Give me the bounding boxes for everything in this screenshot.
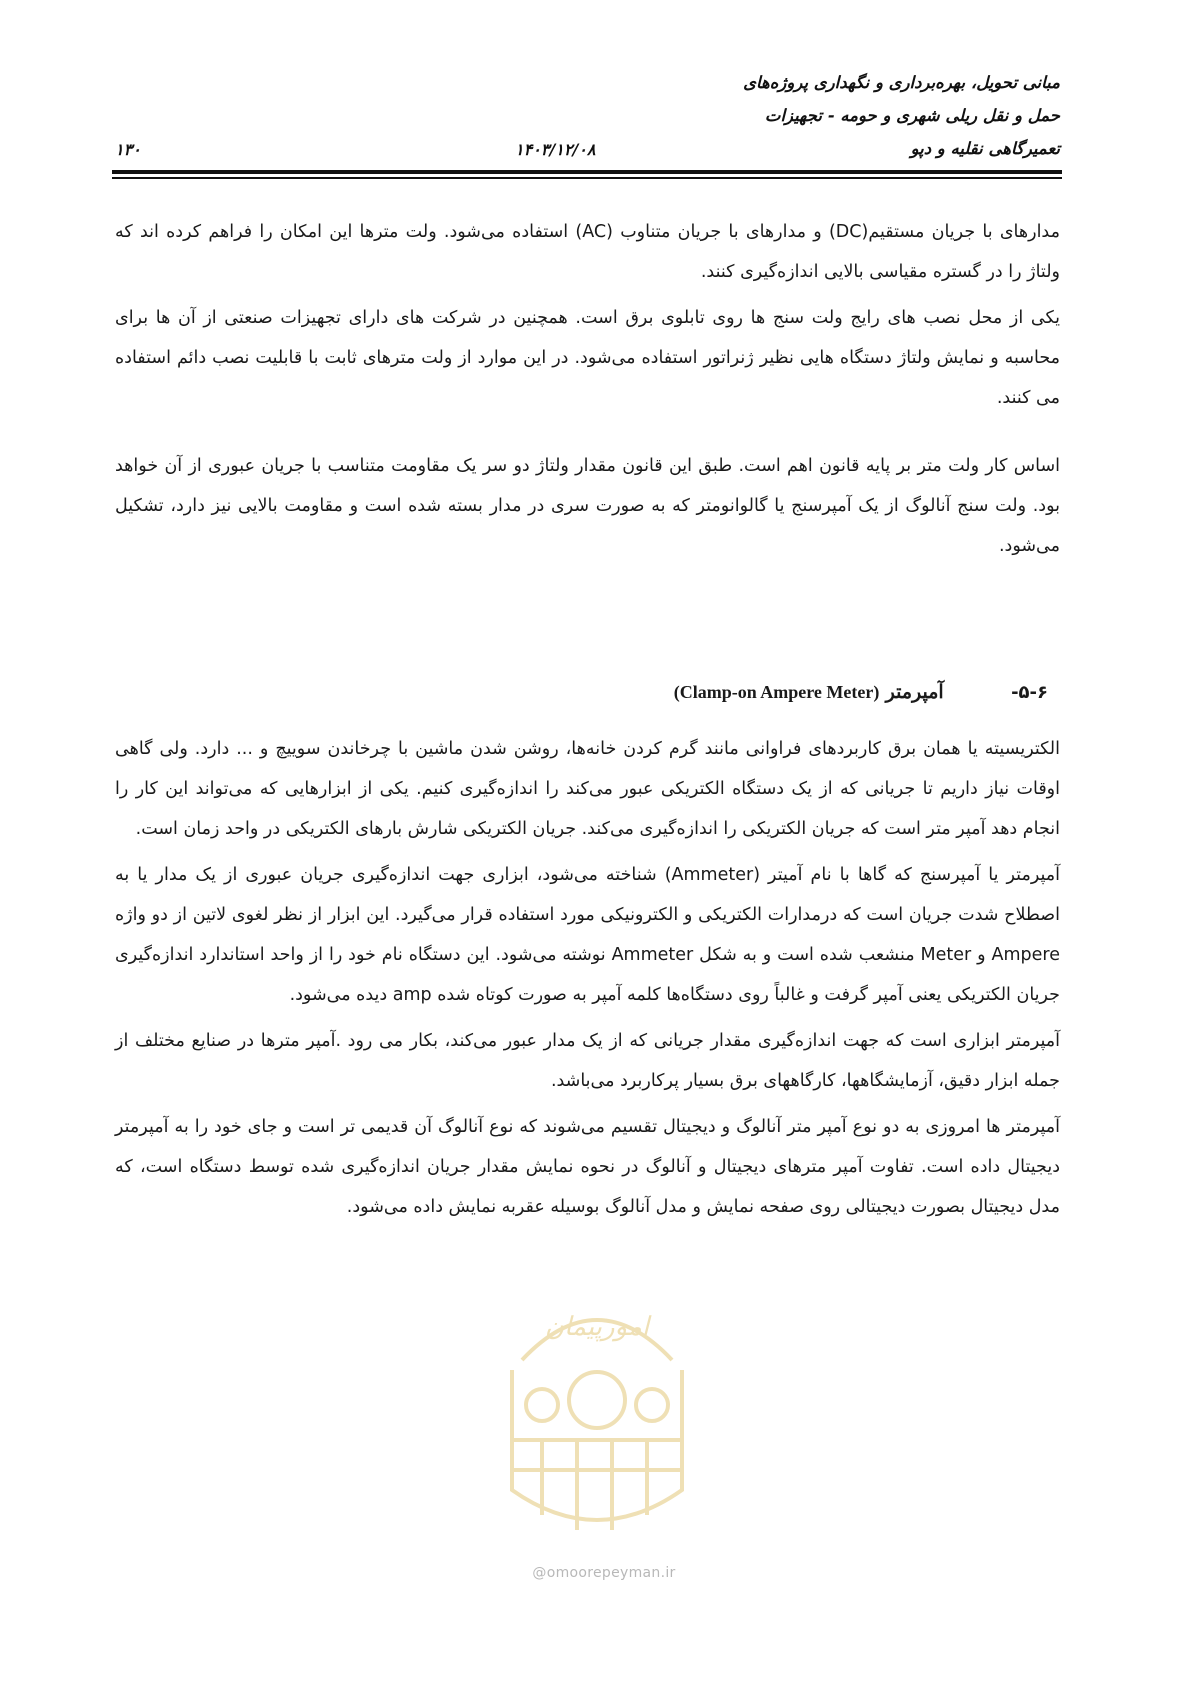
watermark-seal	[482, 1290, 712, 1550]
paragraph-section-3: آمپرمتر ابزاری است که جهت اندازه‌گیری مقدار جریانی که از یک مدار عبور می‌کند، بکار می رود .آمپر مترها در صنایع مختلف از جمله ابزار دقیق، آزمایشگاهها، کارگاههای برق بسیار پرکاربرد می‌باشد.	[115, 1031, 1060, 1091]
header-rule-thin	[112, 177, 1062, 179]
paragraph-section-4: آمپرمتر ها امروزی به دو نوع آمپر متر آنالوگ و دیجیتال تقسیم می‌شوند که نوع آنالوگ آن قدیمی تر است و جای خود را به آمپرمتر دیجیتال داده است. تفاوت آمپر مترهای دیجیتال و آنالوگ در نحوه نمایش مقدار جریان اندازه‌گیری شده توسط دستگاه است، که مدل دیجیتال بصورت دیجیتالی روی صفحه نمایش و مدل آنالوگ بوسیله عقربه نمایش داده می‌شود.	[115, 1117, 1060, 1217]
page-body	[115, 212, 1060, 1233]
header-date: ۱۴۰۳/۱۲/۰۸	[515, 140, 596, 159]
paragraph-intro-2: یکی از محل نصب های رایج ولت سنج ها روی تابلوی برق است. همچنین در شرکت های دارای تجهیزات صنعتی از آن ها برای محاسبه و نمایش ولتاژ دستگاه هایی نظیر ژنراتور استفاده می‌شود. در این موارد از ولت مترهای ثابت با قابلیت نصب دائم استفاده می کنند.	[115, 308, 1060, 408]
watermark-seal-text: امورپیمان	[544, 1312, 650, 1342]
section-heading	[115, 672, 1060, 713]
page-number: ۱۳۰	[115, 140, 141, 159]
spacer	[115, 424, 1060, 446]
paragraph-intro-3: اساس کار ولت متر بر پایه قانون اهم است. طبق این قانون مقدار ولتاژ دو سر یک مقاومت متناسب با جریان عبوری از آن خواهد بود. ولت سنج آنالوگ از یک آمپرسنج یا گالوانومتر که به صورت سری در مدار بسته شده است و مقاومت بالایی نیز دارد، تشکیل می‌شود.	[115, 456, 1060, 556]
spacer	[115, 572, 1060, 672]
section-title-en: (Clamp-on Ampere Meter)	[673, 682, 880, 702]
section-number: ۵-۶-	[1011, 682, 1048, 703]
header-title-line-3: تعمیرگاهی نقلیه و دپو	[910, 139, 1060, 158]
header-title	[600, 66, 1060, 165]
header-rule-thick	[112, 170, 1062, 174]
section-title-fa: آمپرمتر	[885, 681, 944, 703]
paragraph-section-2: آمپرمتر یا آمپرسنج که گاها با نام آمیتر (Ammeter) شناخته می‌شود، ابزاری جهت اندازه‌گیری جریان عبوری از یک مدار یا به اصطلاح شدت جریان است که درمدارات الکتریکی و الکترونیکی مورد استفاده قرار می‌گیرد. این ابزار از نظر لغوی لاتین از دو واژه Ampere و Meter منشعب شده است و به شکل Ammeter نوشته می‌شود. این دستگاه نام خود را از واحد استاندارد اندازه‌گیری جریان الکتریکی یعنی آمپر گرفت و غالباً روی دستگاه‌ها کلمه آمپر به صورت کوتاه شده amp دیده می‌شود.	[115, 865, 1061, 1005]
page-header	[115, 58, 1060, 170]
header-title-line-1: مبانی تحویل، بهره‌برداری و نگهداری پروژه‌های	[743, 73, 1060, 92]
header-title-line-2: حمل و نقل ریلی شهری و حومه - تجهیزات	[764, 106, 1060, 125]
paragraph-section-1: الکتریسیته یا همان برق کاربردهای فراوانی مانند گرم کردن خانه‌ها، روشن شدن ماشین با چرخاندن سوییچ و ... دارد. ولی گاهی اوقات نیاز داریم تا جریانی که از یک دستگاه الکتریکی عبور می‌کند را اندازه‌گیری کنیم. یکی از ابزارهایی که می‌تواند این کار را انجام دهد آمپر متر است که جریان الکتریکی را اندازه‌گیری می‌کند. جریان الکتریکی شارش بارهای الکتریکی در واحد زمان است.	[115, 739, 1060, 839]
paragraph-intro-1: مدارهای با جریان مستقیم(DC) و مدارهای با جریان متناوب (AC) استفاده می‌شود. ولت مترها این امکان را فراهم کرده اند که ولتاژ را در گستره مقیاسی بالایی اندازه‌گیری کنند.	[115, 222, 1060, 282]
watermark-url: @omoorepeyman.ir	[532, 1565, 676, 1581]
